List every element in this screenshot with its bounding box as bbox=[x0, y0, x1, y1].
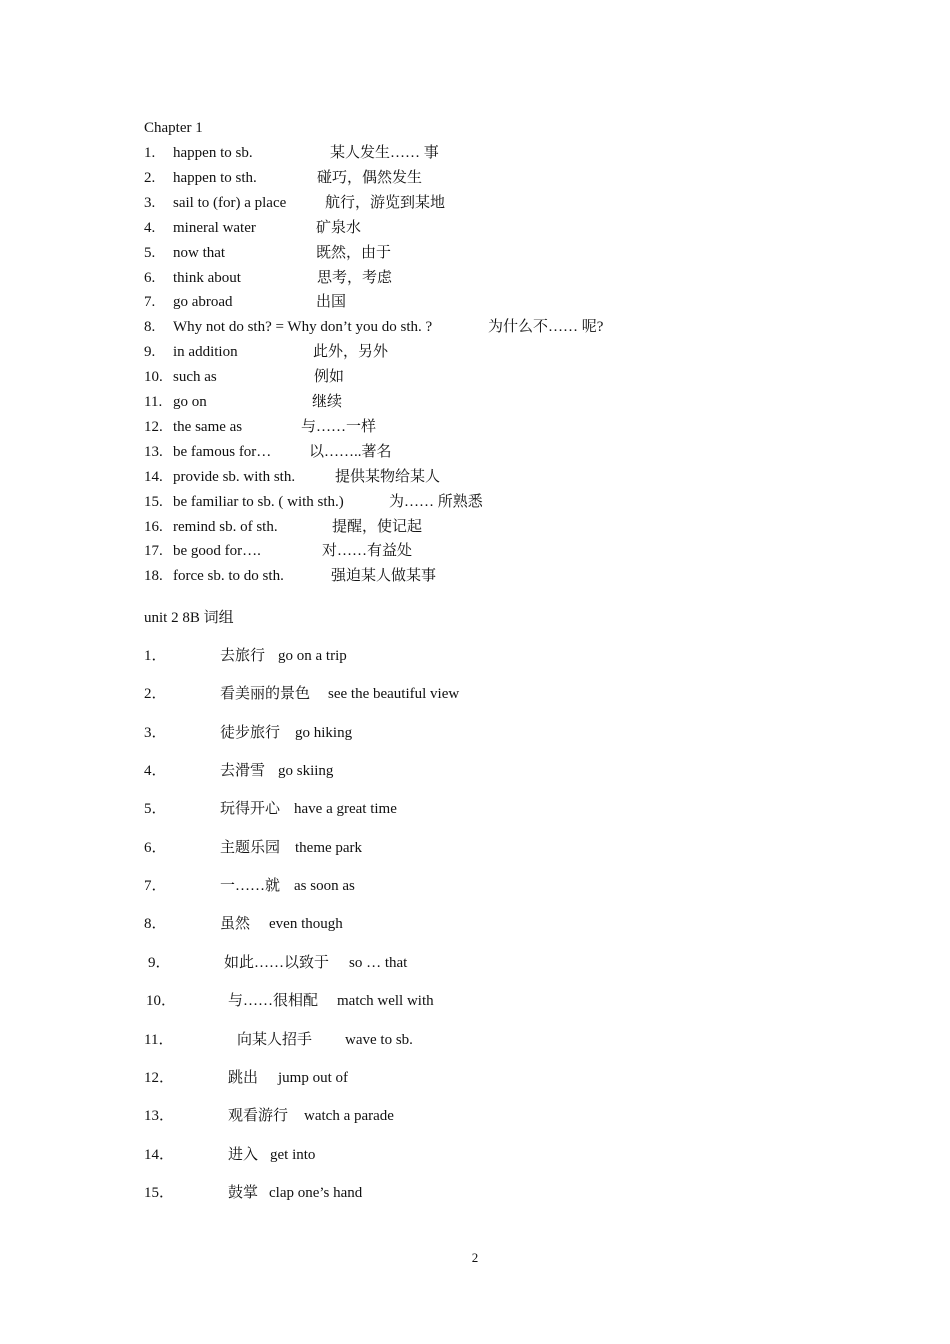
item-term: watch a parade bbox=[304, 1108, 394, 1125]
item-number: 5． bbox=[144, 801, 167, 818]
item-translation: 鼓掌 bbox=[228, 1184, 259, 1201]
item-translation: 提醒，使记起 bbox=[332, 518, 423, 535]
item-term: as soon as bbox=[294, 878, 355, 895]
item-translation: 为什么不…… 呢? bbox=[488, 319, 604, 336]
item-term: go hiking bbox=[295, 724, 353, 741]
item-term: mineral water bbox=[173, 219, 256, 236]
item-translation: 徒步旅行 bbox=[220, 724, 281, 741]
item-translation: 玩得开心 bbox=[220, 801, 281, 818]
item-term: go abroad bbox=[173, 294, 233, 311]
item-number: 14． bbox=[144, 1146, 175, 1163]
item-number: 11. bbox=[144, 394, 163, 410]
item-term: see the beautiful view bbox=[328, 686, 460, 703]
item-term: such as bbox=[173, 369, 217, 386]
item-term: so … that bbox=[349, 954, 408, 971]
item-term: remind sb. of sth. bbox=[173, 518, 278, 535]
item-term: be good for…. bbox=[173, 543, 261, 560]
item-number: 2． bbox=[144, 686, 167, 703]
item-number: 12． bbox=[144, 1069, 175, 1086]
item-number: 10. bbox=[144, 369, 163, 386]
item-number: 6. bbox=[144, 269, 156, 286]
item-term: go on bbox=[173, 394, 207, 410]
item-translation: 提供某物给某人 bbox=[335, 468, 441, 485]
item-translation: 对……有益处 bbox=[322, 543, 413, 560]
item-number: 2. bbox=[144, 169, 156, 186]
item-number: 17. bbox=[144, 543, 163, 560]
item-term: wave to sb. bbox=[345, 1031, 413, 1048]
item-translation: 主题乐园 bbox=[220, 839, 281, 856]
item-number: 8. bbox=[144, 319, 156, 336]
item-number: 15． bbox=[144, 1184, 175, 1201]
item-term: happen to sb. bbox=[173, 145, 253, 161]
item-number: 10． bbox=[146, 993, 177, 1010]
item-term: think about bbox=[173, 269, 241, 286]
item-translation: 虽然 bbox=[220, 916, 251, 933]
item-translation: 航行，游览到某地 bbox=[325, 194, 446, 211]
item-term: clap one’s hand bbox=[269, 1184, 363, 1201]
item-number: 1. bbox=[144, 145, 156, 161]
item-number: 3． bbox=[144, 724, 167, 741]
item-translation: 跳出 bbox=[228, 1069, 259, 1086]
item-number: 11． bbox=[144, 1031, 174, 1048]
item-term: provide sb. with sth. bbox=[173, 468, 296, 485]
item-number: 9． bbox=[148, 954, 171, 971]
item-translation: 进入 bbox=[228, 1146, 259, 1163]
item-term: happen to sth. bbox=[173, 169, 257, 186]
item-number: 7． bbox=[144, 878, 167, 895]
item-translation: 强迫某人做某事 bbox=[331, 568, 437, 585]
item-translation: 继续 bbox=[312, 394, 343, 410]
item-term: have a great time bbox=[294, 801, 397, 818]
item-translation: 与……一样 bbox=[301, 418, 377, 435]
item-term: in addition bbox=[173, 344, 238, 361]
item-number: 13. bbox=[144, 443, 163, 460]
item-term: the same as bbox=[173, 418, 243, 435]
item-translation: 去旅行 bbox=[220, 648, 266, 664]
item-translation: 与……很相配 bbox=[228, 993, 319, 1010]
item-translation: 观看游行 bbox=[228, 1108, 289, 1125]
page-number: 2 bbox=[471, 1250, 479, 1265]
item-term: go on a trip bbox=[278, 648, 347, 664]
item-translation: 例如 bbox=[314, 369, 345, 386]
unit-heading: unit 2 8B 词组 bbox=[144, 610, 234, 626]
item-term: jump out of bbox=[278, 1069, 348, 1086]
item-number: 1． bbox=[144, 648, 167, 664]
item-number: 4． bbox=[144, 763, 167, 780]
item-number: 16. bbox=[144, 518, 163, 535]
item-number: 7. bbox=[144, 294, 156, 311]
item-number: 5. bbox=[144, 244, 156, 261]
item-translation: 出国 bbox=[316, 294, 347, 311]
item-number: 3. bbox=[144, 194, 156, 211]
item-number: 14. bbox=[144, 468, 163, 485]
item-translation: 一……就 bbox=[220, 878, 281, 895]
item-term: match well with bbox=[337, 993, 434, 1010]
item-translation: 为…… 所熟悉 bbox=[389, 493, 483, 510]
item-term: theme park bbox=[295, 839, 363, 856]
item-number: 9. bbox=[144, 344, 156, 361]
item-term: force sb. to do sth. bbox=[173, 568, 284, 585]
item-term: be famous for… bbox=[173, 443, 272, 460]
item-number: 4. bbox=[144, 219, 156, 236]
item-term: Why not do sth? = Why don’t you do sth. ? bbox=[173, 319, 433, 336]
item-term: get into bbox=[270, 1146, 316, 1163]
item-number: 18. bbox=[144, 568, 163, 585]
item-number: 6． bbox=[144, 839, 167, 856]
chapter-heading: Chapter 1 bbox=[144, 120, 203, 136]
item-term: now that bbox=[173, 244, 226, 261]
item-term: sail to (for) a place bbox=[173, 194, 287, 211]
item-translation: 去滑雪 bbox=[220, 763, 266, 780]
item-translation: 思考，考虑 bbox=[317, 269, 393, 286]
item-term: be familiar to sb. ( with sth.) bbox=[173, 493, 344, 510]
item-translation: 某人发生…… 事 bbox=[330, 145, 439, 161]
item-translation: 既然，由于 bbox=[316, 244, 392, 261]
item-translation: 以……..著名 bbox=[309, 443, 392, 460]
item-term: go skiing bbox=[278, 763, 334, 780]
item-translation: 看美丽的景色 bbox=[220, 686, 311, 703]
item-translation: 碰巧，偶然发生 bbox=[317, 169, 423, 186]
item-number: 15. bbox=[144, 493, 163, 510]
item-translation: 向某人招手 bbox=[237, 1031, 313, 1048]
item-translation: 此外，另外 bbox=[313, 344, 389, 361]
item-translation: 如此……以致于 bbox=[224, 954, 330, 971]
item-number: 12. bbox=[144, 418, 163, 435]
item-number: 13． bbox=[144, 1108, 175, 1125]
item-translation: 矿泉水 bbox=[316, 219, 362, 236]
item-term: even though bbox=[269, 916, 343, 933]
item-number: 8． bbox=[144, 916, 167, 933]
